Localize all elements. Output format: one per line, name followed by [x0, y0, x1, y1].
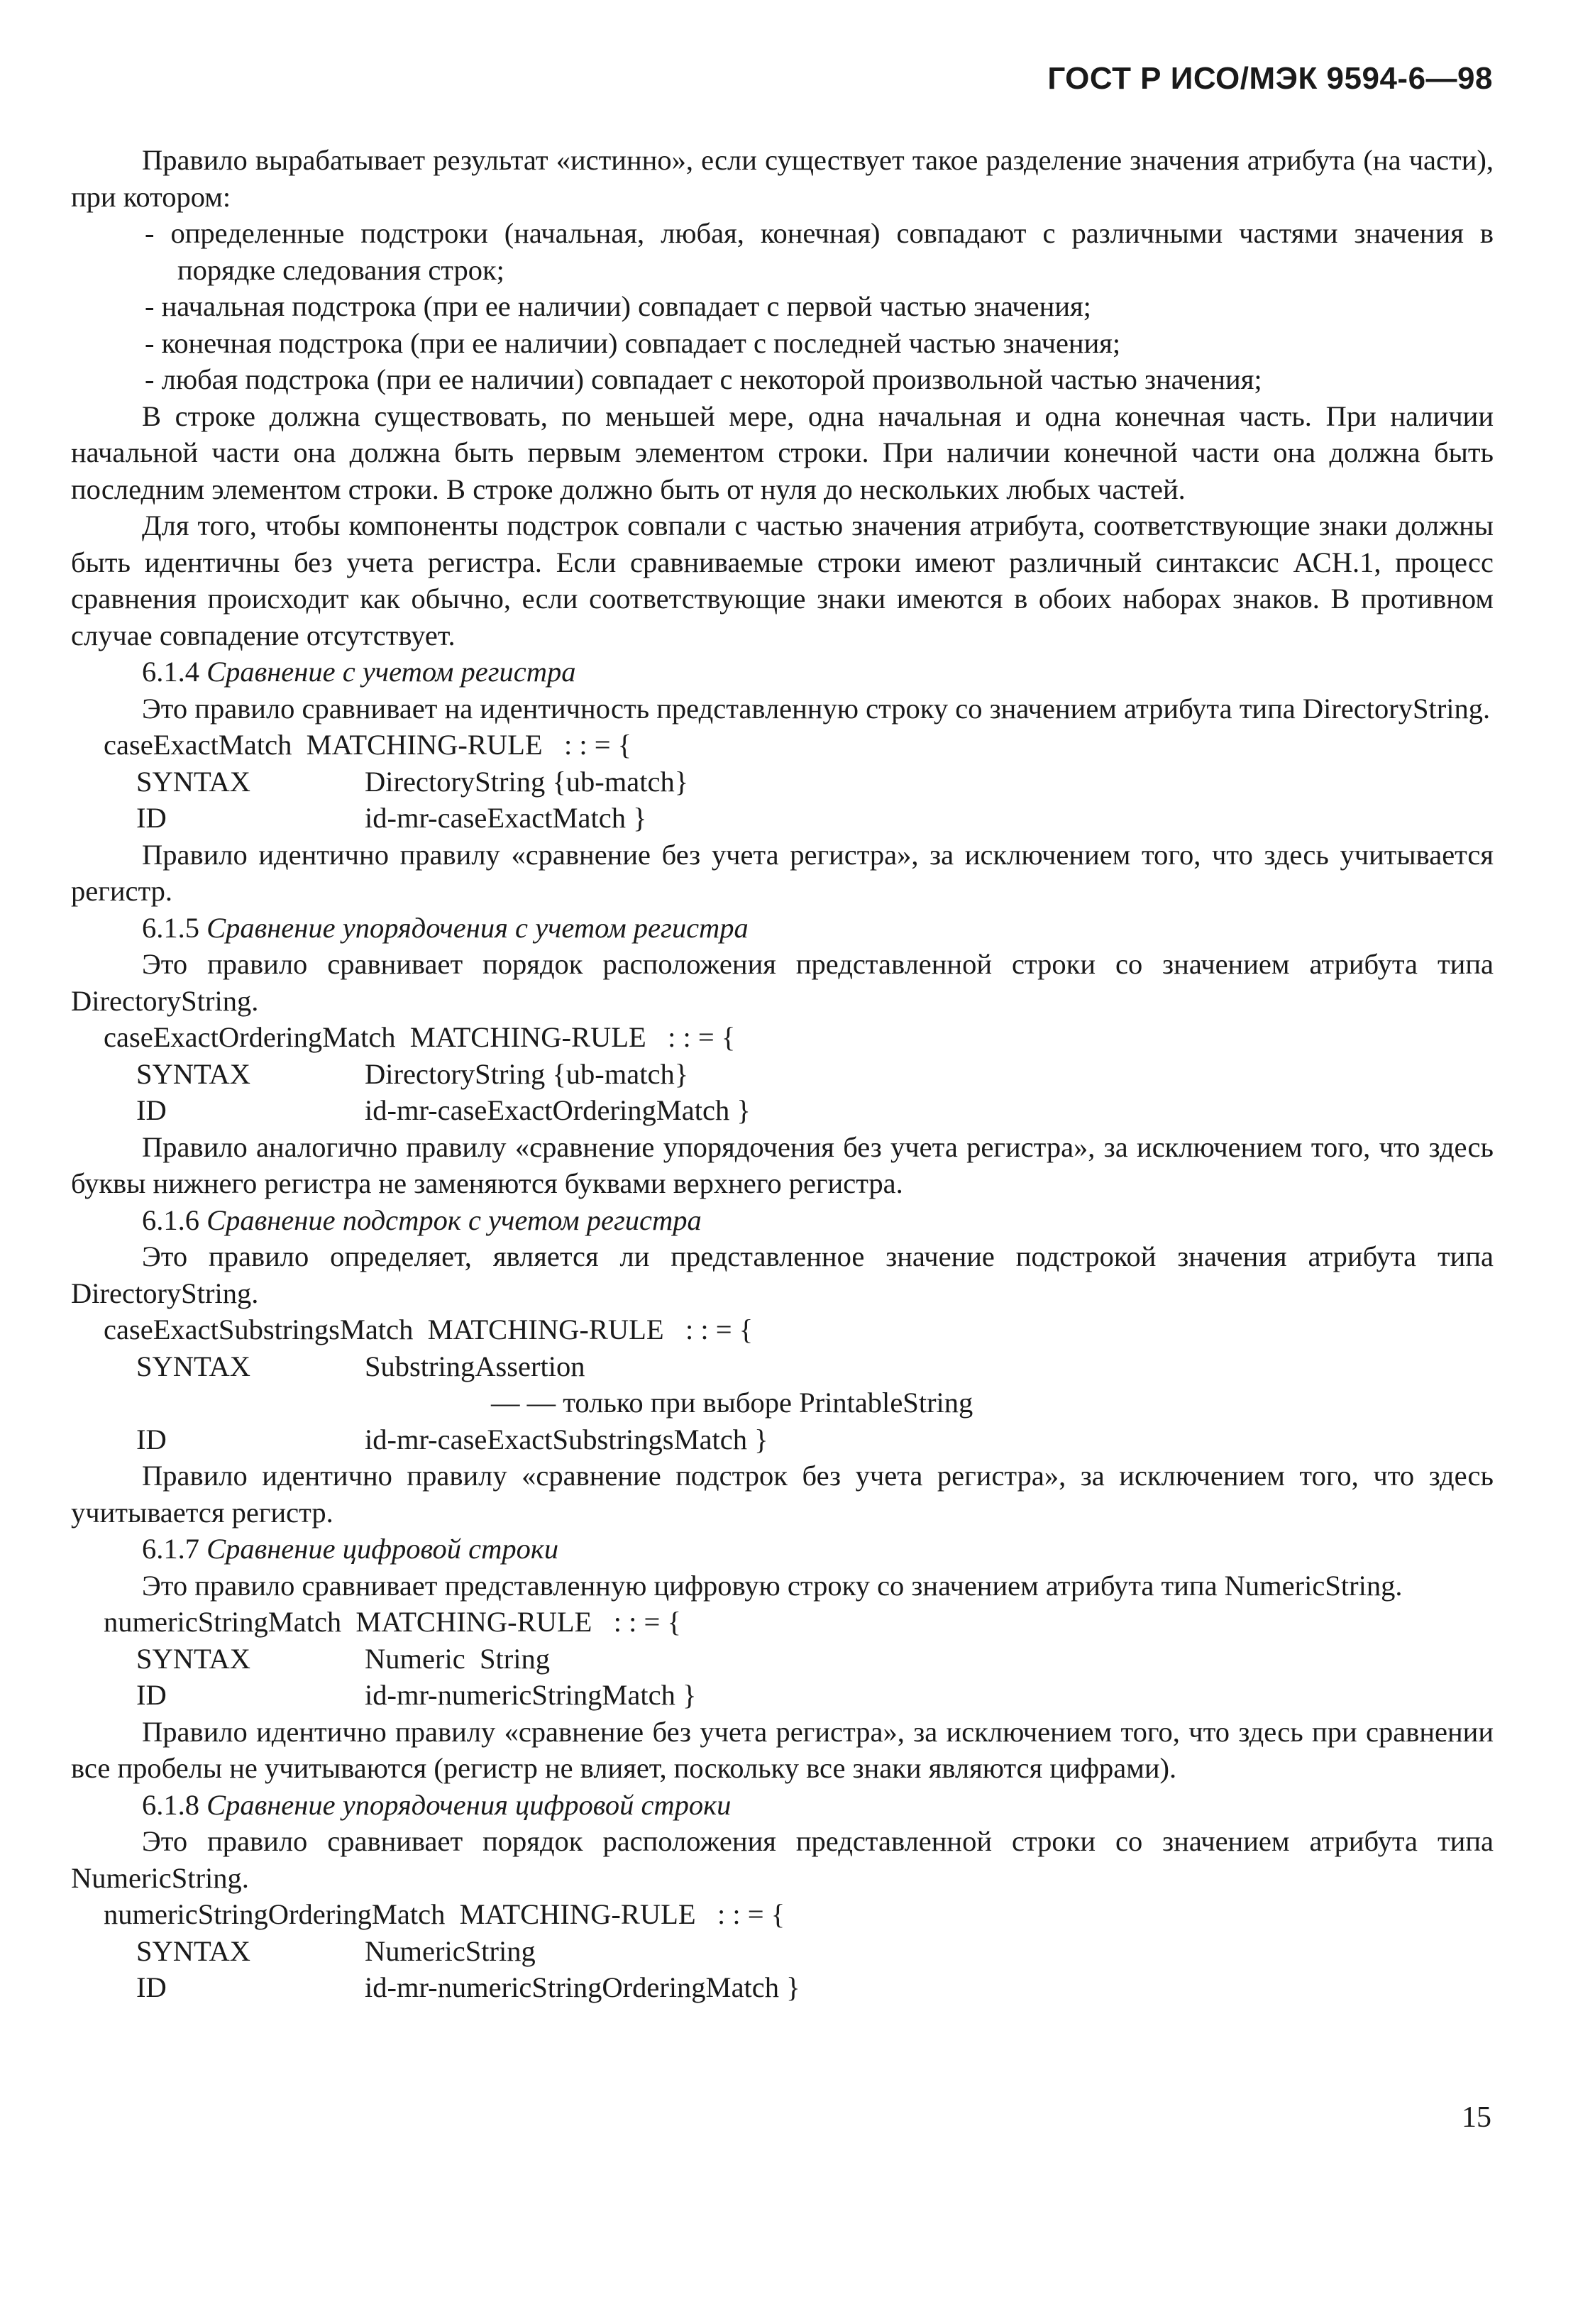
section-heading	[71, 1531, 1494, 1568]
section-description: Это правило сравнивает на идентичность представленную строку со значением атрибута типа DirectoryString.	[142, 692, 1491, 725]
section-number: 6.1.8	[142, 1788, 199, 1821]
syntax-line	[71, 764, 1494, 800]
syntax-keyword: SYNTAX	[136, 1642, 251, 1675]
intro-paragraph: Правило вырабатывает результат «истинно», если существует такое разделение значения атрибута (на части), при котором:	[71, 144, 1494, 213]
body-paragraph: В строке должна существовать, по меньшей мере, одна начальная и одна конечная часть. При наличии начальной части она должна быть первым элементом строки. При наличии конечной части она должна быть последним элементом строки. В строке должно быть от нуля до нескольких любых частей.	[71, 400, 1494, 505]
syntax-line	[71, 1933, 1494, 1970]
section-note: Правило аналогично правилу «сравнение упорядочения без учета регистра», за исключением того, что здесь буквы нижнего регистра не заменяются буквами верхнего регистра.	[71, 1130, 1494, 1199]
section-number: 6.1.5	[142, 911, 199, 944]
section-title: Сравнение с учетом регистра	[206, 656, 576, 688]
syntax-keyword: SYNTAX	[136, 1934, 251, 1967]
section-description: Это правило сравнивает представленную цифровую строку со значением атрибута типа NumericString.	[142, 1569, 1403, 1602]
id-line	[71, 1677, 1494, 1714]
id-keyword: ID	[136, 1679, 167, 1711]
section-number: 6.1.6	[142, 1204, 199, 1236]
section-number: 6.1.4	[142, 656, 199, 688]
matching-rule-declaration: caseExactOrderingMatch MATCHING-RULE : : = {	[104, 1021, 736, 1053]
section-description: Это правило сравнивает порядок расположения представленной строки со значением атрибута типа NumericString.	[71, 1825, 1494, 1894]
section-heading	[71, 1787, 1494, 1824]
matching-rule-declaration: caseExactSubstringsMatch MATCHING-RULE : : = {	[104, 1314, 754, 1345]
matching-rule-declaration: numericStringMatch MATCHING-RULE : : = {	[104, 1606, 681, 1638]
section-note: Правило идентично правилу «сравнение без учета регистра», за исключением того, что здесь учитывается регистр.	[71, 838, 1494, 907]
section-title: Сравнение цифровой строки	[206, 1533, 559, 1565]
condition-item: - определенные подстроки (начальная, любая, конечная) совпадают с различными частями значения в порядке следования строк;	[145, 217, 1494, 286]
section-title: Сравнение подстрок с учетом регистра	[206, 1204, 702, 1236]
section-description: Это правило сравнивает порядок расположения представленной строки со значением атрибута типа DirectoryString.	[71, 948, 1494, 1017]
id-line	[71, 1092, 1494, 1129]
id-value: id-mr-numericStringMatch }	[365, 1679, 697, 1711]
section-note: Правило идентично правилу «сравнение без учета регистра», за исключением того, что здесь при сравнении все пробелы не учитываются (регистр не влияет, поскольку все знаки являются цифрами).	[71, 1715, 1494, 1784]
section-title: Сравнение упорядочения с учетом регистра	[206, 911, 749, 944]
section-note: Правило идентично правилу «сравнение подстрок без учета регистра», за исключением того, что здесь учитывается регистр.	[71, 1460, 1494, 1529]
section-heading	[71, 654, 1494, 690]
page-number: 15	[1462, 2101, 1491, 2134]
syntax-value: NumericString	[365, 1934, 536, 1967]
syntax-value: Numeric String	[365, 1642, 550, 1675]
syntax-line	[71, 1641, 1494, 1678]
matching-rule-declaration: numericStringOrderingMatch MATCHING-RULE : : = {	[104, 1898, 785, 1930]
section-title: Сравнение упорядочения цифровой строки	[206, 1788, 732, 1821]
condition-item: - начальная подстрока (при ее наличии) совпадает с первой частью значения;	[145, 290, 1091, 322]
id-keyword: ID	[136, 1423, 167, 1455]
id-keyword: ID	[136, 802, 167, 834]
id-keyword: ID	[136, 1971, 167, 2003]
syntax-keyword: SYNTAX	[136, 765, 251, 798]
condition-item: - конечная подстрока (при ее наличии) совпадает с последней частью значения;	[145, 326, 1121, 359]
syntax-value: DirectoryString {ub-match}	[365, 765, 689, 798]
page-body	[71, 142, 1494, 2006]
id-keyword: ID	[136, 1094, 167, 1126]
body-paragraph: Для того, чтобы компоненты подстрок совпали с частью значения атрибута, соответствующие знаки должны быть идентичны без учета регистра. Если сравниваемые строки имеют различный синтаксис АСН.1, процесс сравнения происходит как обычно, если соответствующие знаки имеются в обоих наборах знаков. В противном случае совпадение отсутствует.	[71, 510, 1494, 651]
syntax-keyword: SYNTAX	[136, 1057, 251, 1090]
syntax-value: DirectoryString {ub-match}	[365, 1057, 689, 1090]
id-line	[71, 800, 1494, 837]
syntax-line	[71, 1348, 1494, 1385]
condition-item: - любая подстрока (при ее наличии) совпадает с некоторой произвольной частью значения;	[145, 363, 1262, 395]
standard-header: ГОСТ Р ИСО/МЭК 9594-6—98	[1047, 61, 1493, 96]
section-number: 6.1.7	[142, 1533, 199, 1565]
syntax-value: SubstringAssertion	[365, 1350, 585, 1382]
id-value: id-mr-numericStringOrderingMatch }	[365, 1971, 800, 2003]
id-value: id-mr-caseExactMatch }	[365, 802, 647, 834]
section-heading	[71, 910, 1494, 947]
section-heading	[71, 1202, 1494, 1239]
id-value: id-mr-caseExactOrderingMatch }	[365, 1094, 751, 1126]
syntax-keyword: SYNTAX	[136, 1350, 251, 1382]
id-line	[71, 1969, 1494, 2006]
id-value: id-mr-caseExactSubstringsMatch }	[365, 1423, 768, 1455]
matching-rule-declaration: caseExactMatch MATCHING-RULE : : = {	[104, 729, 632, 761]
syntax-line	[71, 1056, 1494, 1093]
id-line	[71, 1421, 1494, 1458]
syntax-comment: — — только при выборе PrintableString	[491, 1387, 973, 1419]
section-description: Это правило определяет, является ли представленное значение подстрокой значения атрибута типа DirectoryString.	[71, 1240, 1494, 1309]
